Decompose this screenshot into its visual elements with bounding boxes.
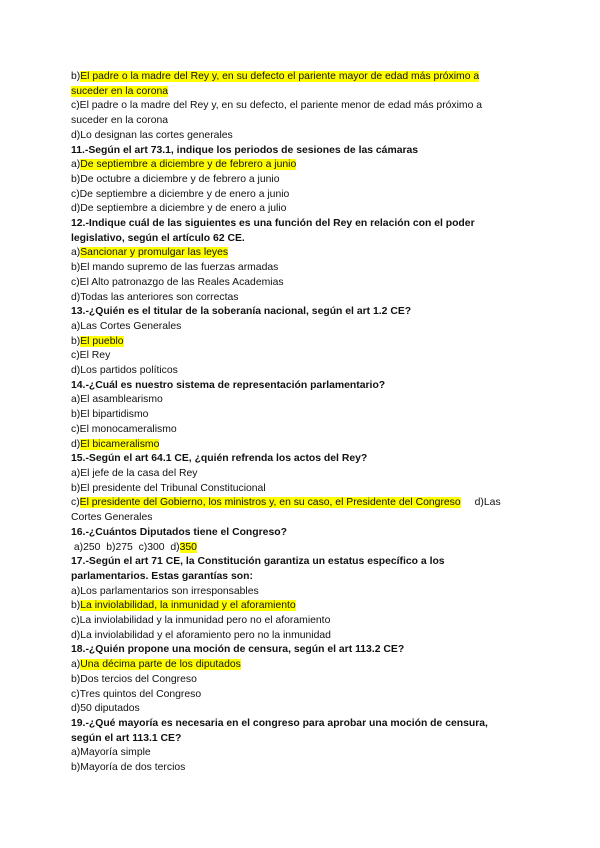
option-line bbox=[71, 438, 541, 453]
option-line bbox=[71, 158, 541, 173]
option-line: d)50 diputados bbox=[71, 703, 140, 715]
option-line bbox=[71, 70, 541, 85]
option-line: c)De septiembre a diciembre y de enero a junio bbox=[71, 188, 290, 200]
option-line: b)De octubre a diciembre y de febrero a junio bbox=[71, 173, 280, 185]
option-prefix: b) bbox=[71, 600, 81, 612]
option-line: a)El jefe de la casa del Rey bbox=[71, 467, 198, 479]
option-text: d)Las bbox=[474, 497, 501, 509]
question-13: 13.-¿Quién es el titular de la soberanía nacional, según el art 1.2 CE? bbox=[71, 306, 412, 318]
highlighted-answer: La inviolabilidad, la inmunidad y el aforamiento bbox=[80, 600, 296, 612]
option-line: Cortes Generales bbox=[71, 512, 153, 524]
option-line bbox=[71, 599, 541, 614]
question-11: 11.-Según el art 73.1, indique los periodos de sesiones de las cámaras bbox=[71, 144, 419, 156]
highlighted-answer: suceder en la corona bbox=[71, 85, 169, 97]
option-line: d)Lo designan las cortes generales bbox=[71, 129, 233, 141]
option-line: c)El monocameralismo bbox=[71, 423, 177, 435]
option-line bbox=[71, 496, 541, 511]
option-prefix: a) bbox=[71, 159, 81, 171]
option-line bbox=[71, 85, 541, 100]
question-19: 19.-¿Qué mayoría es necesaria en el congreso para aprobar una moción de censura, bbox=[71, 717, 488, 729]
highlighted-answer: El pueblo bbox=[80, 335, 124, 347]
option-line: suceder en la corona bbox=[71, 115, 169, 127]
question-12-cont: legislativo, según el artículo 62 CE. bbox=[71, 232, 245, 244]
option-text: a)250 b)275 c)300 d) bbox=[71, 541, 180, 553]
highlighted-answer: El padre o la madre del Rey y, en su defecto el pariente mayor de edad más próximo a bbox=[80, 71, 480, 82]
option-line: c)El Alto patronazgo de las Reales Academias bbox=[71, 276, 284, 288]
option-line: b)El mando supremo de las fuerzas armadas bbox=[71, 262, 279, 274]
option-prefix: d) bbox=[71, 438, 81, 450]
option-line: d)Los partidos políticos bbox=[71, 365, 178, 377]
highlighted-answer: De septiembre a diciembre y de febrero a junio bbox=[80, 159, 297, 171]
question-16: 16.-¿Cuántos Diputados tiene el Congreso? bbox=[71, 526, 287, 538]
option-line bbox=[71, 335, 541, 350]
option-prefix: b) bbox=[71, 335, 81, 347]
option-line: c)Tres quintos del Congreso bbox=[71, 688, 202, 700]
option-line: b)Mayoría de dos tercios bbox=[71, 762, 186, 774]
option-line: b)Dos tercios del Congreso bbox=[71, 673, 197, 685]
highlighted-answer: El presidente del Gobierno, los ministros y, en su caso, el Presidente del Congreso bbox=[79, 497, 461, 509]
option-line: b)El presidente del Tribunal Constitucional bbox=[71, 482, 266, 494]
highlighted-answer: 350 bbox=[179, 541, 197, 553]
option-prefix: c) bbox=[71, 497, 80, 509]
option-line: a)Las Cortes Generales bbox=[71, 320, 182, 332]
option-line: d)La inviolabilidad y el aforamiento pero no la inmunidad bbox=[71, 629, 331, 641]
option-line bbox=[71, 246, 541, 261]
option-line: b)El bipartidismo bbox=[71, 409, 149, 421]
highlighted-answer: Sancionar y promulgar las leyes bbox=[80, 247, 229, 259]
option-line: d)Todas las anteriores son correctas bbox=[71, 291, 239, 303]
highlighted-answer: El bicameralismo bbox=[80, 438, 160, 450]
question-18: 18.-¿Quién propone una moción de censura, según el art 113.2 CE? bbox=[71, 644, 405, 656]
option-line: c)El Rey bbox=[71, 350, 111, 362]
option-line: a)Los parlamentarios son irresponsables bbox=[71, 585, 259, 597]
option-line bbox=[71, 658, 541, 673]
question-12: 12.-Indique cuál de las siguientes es una función del Rey en relación con el poder bbox=[71, 218, 475, 230]
option-line: c)El padre o la madre del Rey y, en su defecto, el pariente menor de edad más próximo a bbox=[71, 100, 483, 112]
option-prefix: a) bbox=[71, 659, 81, 671]
highlighted-answer: Una décima parte de los diputados bbox=[80, 659, 241, 671]
question-19-cont: según el art 113.1 CE? bbox=[71, 732, 182, 744]
option-line: c)La inviolabilidad y la inmunidad pero no el aforamiento bbox=[71, 615, 331, 627]
question-14: 14.-¿Cuál es nuestro sistema de representación parlamentario? bbox=[71, 379, 386, 391]
option-prefix: a) bbox=[71, 247, 81, 259]
question-17-cont: parlamentarios. Estas garantías son: bbox=[71, 570, 253, 582]
option-line bbox=[71, 541, 541, 556]
option-prefix: b) bbox=[71, 71, 81, 82]
question-17: 17.-Según el art 71 CE, la Constitución garantiza un estatus específico a los bbox=[71, 556, 445, 568]
document-body bbox=[71, 70, 541, 776]
option-line: a)Mayoría simple bbox=[71, 747, 151, 759]
question-15: 15.-Según el art 64.1 CE, ¿quién refrenda los actos del Rey? bbox=[71, 453, 368, 465]
option-line: a)El asamblearismo bbox=[71, 394, 163, 406]
option-line: d)De septiembre a diciembre y de enero a julio bbox=[71, 203, 287, 215]
